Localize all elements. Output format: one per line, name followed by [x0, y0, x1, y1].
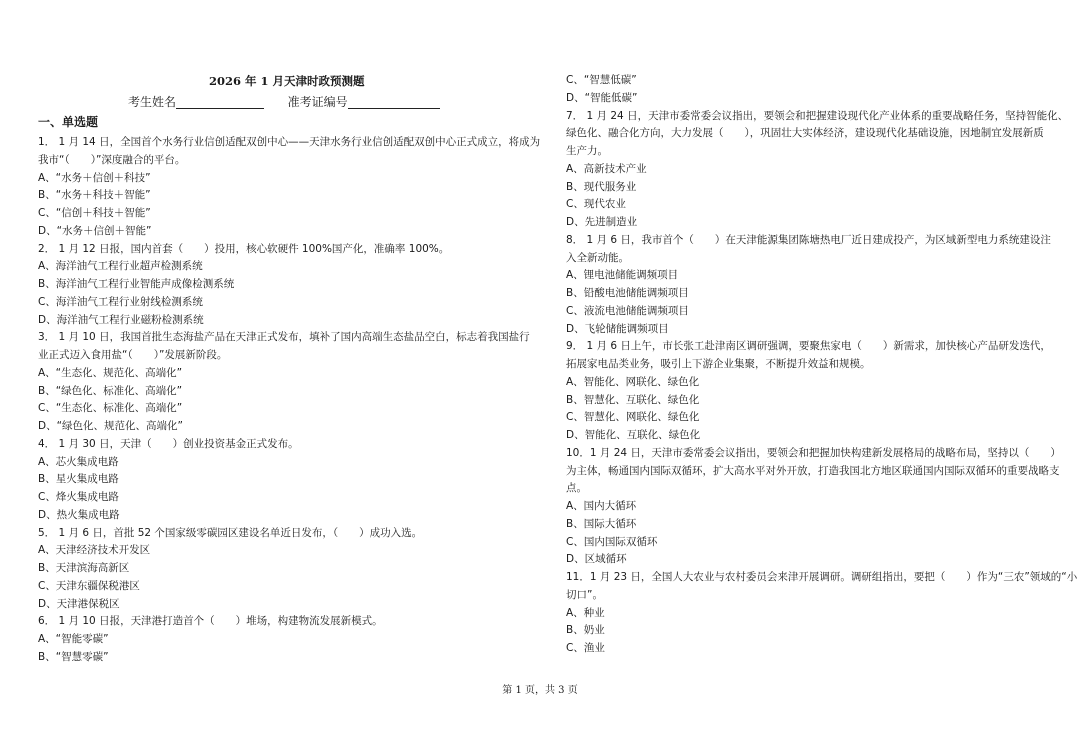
option-line: D、飞轮储能调频项目 [566, 322, 669, 335]
question-line: 1． 1 月 14 日，全国首个水务行业信创适配双创中心——天津水务行业信创适配双创中心正式成立，将成为 [38, 136, 541, 148]
option-line: B、天津滨海高新区 [38, 562, 130, 574]
option-line: A、“智能零碳” [38, 633, 109, 645]
question-line: 9． 1 月 6 日上午，市长张工赴津南区调研强调，要聚焦家电（ ）新需求，加快核心产品研发迭代， [566, 340, 1051, 353]
option-line: B、“水务＋科技＋智能” [38, 189, 151, 202]
option-line: A、种业 [566, 606, 605, 619]
option-line: C、海洋油气工程行业射线检测系统 [38, 295, 203, 308]
option-line: C、“智慧低碳” [566, 74, 637, 86]
question-line: 拓展家电品类业务，吸引上下游企业集聚，不断提升效益和规模。 [566, 358, 871, 370]
option-line: B、星火集成电路 [38, 473, 119, 486]
option-line: D、区域循环 [566, 553, 627, 566]
option-line: C、渔业 [566, 642, 605, 654]
option-line: D、热火集成电路 [38, 508, 120, 521]
id-label: 准考证编号 [287, 95, 348, 109]
option-line: C、烽火集成电路 [38, 491, 119, 503]
option-line: A、芯火集成电路 [38, 455, 119, 468]
page-footer: 第 1 页，共 3 页 [502, 685, 578, 696]
option-line: A、智能化、网联化、绿色化 [566, 375, 700, 388]
question-line: 生产力。 [566, 145, 608, 157]
option-line: A、“水务＋信创＋科技” [38, 171, 151, 184]
option-line: B、铅酸电池储能调频项目 [566, 287, 689, 299]
option-line: A、“生态化、规范化、高端化” [38, 366, 183, 379]
question-line: 绿色化、融合化方向，大力发展（ ），巩固壮大实体经济，建设现代化基础设施，因地制宜发展新质 [566, 127, 1044, 140]
option-line: B、海洋油气工程行业智能声成像检测系统 [38, 278, 235, 290]
option-line: C、天津东疆保税港区 [38, 579, 140, 592]
option-line: D、海洋油气工程行业磁粉检测系统 [38, 313, 204, 326]
option-line: D、“智能低碳” [566, 91, 638, 104]
question-line: 10．1 月 24 日，天津市委常委会议指出，要领会和把握加快构建新发展格局的战略布局，坚持以（ ） [566, 446, 1061, 459]
id-blank [348, 96, 440, 109]
question-line: 点。 [566, 482, 587, 495]
option-line: D、“水务＋信创＋智能” [38, 224, 152, 237]
section-title: 一、单选题 [38, 115, 99, 129]
question-line: 7． 1 月 24 日，天津市委常委会议指出，要领会和把握建设现代化产业体系的重要战略任务，坚持智能化、 [566, 109, 1069, 122]
option-line: D、智能化、互联化、绿色化 [566, 429, 701, 441]
question-line: 业正式迈入食用盐“（ ）”发展新阶段。 [38, 349, 228, 361]
option-line: C、国内国际双循环 [566, 535, 658, 548]
option-line: C、“生态化、标准化、高端化” [38, 402, 183, 415]
question-line: 5． 1 月 6 日，首批 52 个国家级零碳园区建设名单近日发布，（ ）成功入选。 [38, 526, 423, 539]
question-line: 我市“（ ）”深度融合的平台。 [38, 153, 186, 166]
option-line: C、现代农业 [566, 198, 626, 211]
candidate-info-line [128, 95, 440, 109]
option-line: C、“信创＋科技＋智能” [38, 207, 151, 219]
question-line: 2． 1 月 12 日报，国内首套（ ）投用，核心软硬件 100%国产化，准确率 100%。 [38, 242, 450, 255]
option-line: A、天津经济技术开发区 [38, 544, 151, 557]
option-line: D、天津港保税区 [38, 597, 120, 610]
option-line: D、“绿色化、规范化、高端化” [38, 420, 183, 432]
option-line: C、液流电池储能调频项目 [566, 304, 689, 317]
option-line: A、海洋油气工程行业超声检测系统 [38, 260, 203, 273]
question-line: 为主体，畅通国内国际双循环，扩大高水平对外开放，打造我国北方地区联通国内国际双循环的重要战略支 [566, 464, 1060, 477]
question-line: 3． 1 月 10 日，我国首批生态海盐产品在天津正式发布，填补了国内高端生态盐品空白，标志着我国盐行 [38, 331, 530, 344]
option-line: B、“智慧零碳” [38, 650, 109, 663]
question-line: 8． 1 月 6 日，我市首个（ ）在天津能源集团陈塘热电厂近日建成投产，为区域新型电力系统建设注 [566, 233, 1051, 246]
option-line: C、智慧化、网联化、绿色化 [566, 411, 700, 424]
option-line: A、国内大循环 [566, 500, 637, 512]
question-line: 11．1 月 23 日，全国人大农业与农村委员会来津开展调研。调研组指出，要把（ ）作为“三农”领域的“小 [566, 571, 1078, 583]
question-line: 6． 1 月 10 日报，天津港打造首个（ ）堆场，构建物流发展新模式。 [38, 615, 383, 628]
name-label: 考生姓名 [128, 95, 177, 109]
question-line: 入全新动能。 [566, 251, 629, 264]
option-line: A、高新技术产业 [566, 162, 647, 175]
question-line: 切口”。 [566, 588, 603, 601]
name-blank [176, 96, 264, 109]
question-line: 4． 1 月 30 日，天津（ ）创业投资基金正式发布。 [38, 437, 299, 450]
option-line: B、现代服务业 [566, 180, 637, 193]
option-line: B、奶业 [566, 624, 605, 637]
option-line: A、锂电池储能调频项目 [566, 269, 679, 282]
option-line: B、“绿色化、标准化、高端化” [38, 384, 183, 397]
option-line: B、智慧化、互联化、绿色化 [566, 393, 700, 406]
page-title: 2026 年 1 月天津时政预测题 [209, 74, 365, 88]
option-line: B、国际大循环 [566, 517, 637, 530]
option-line: D、先进制造业 [566, 216, 638, 228]
